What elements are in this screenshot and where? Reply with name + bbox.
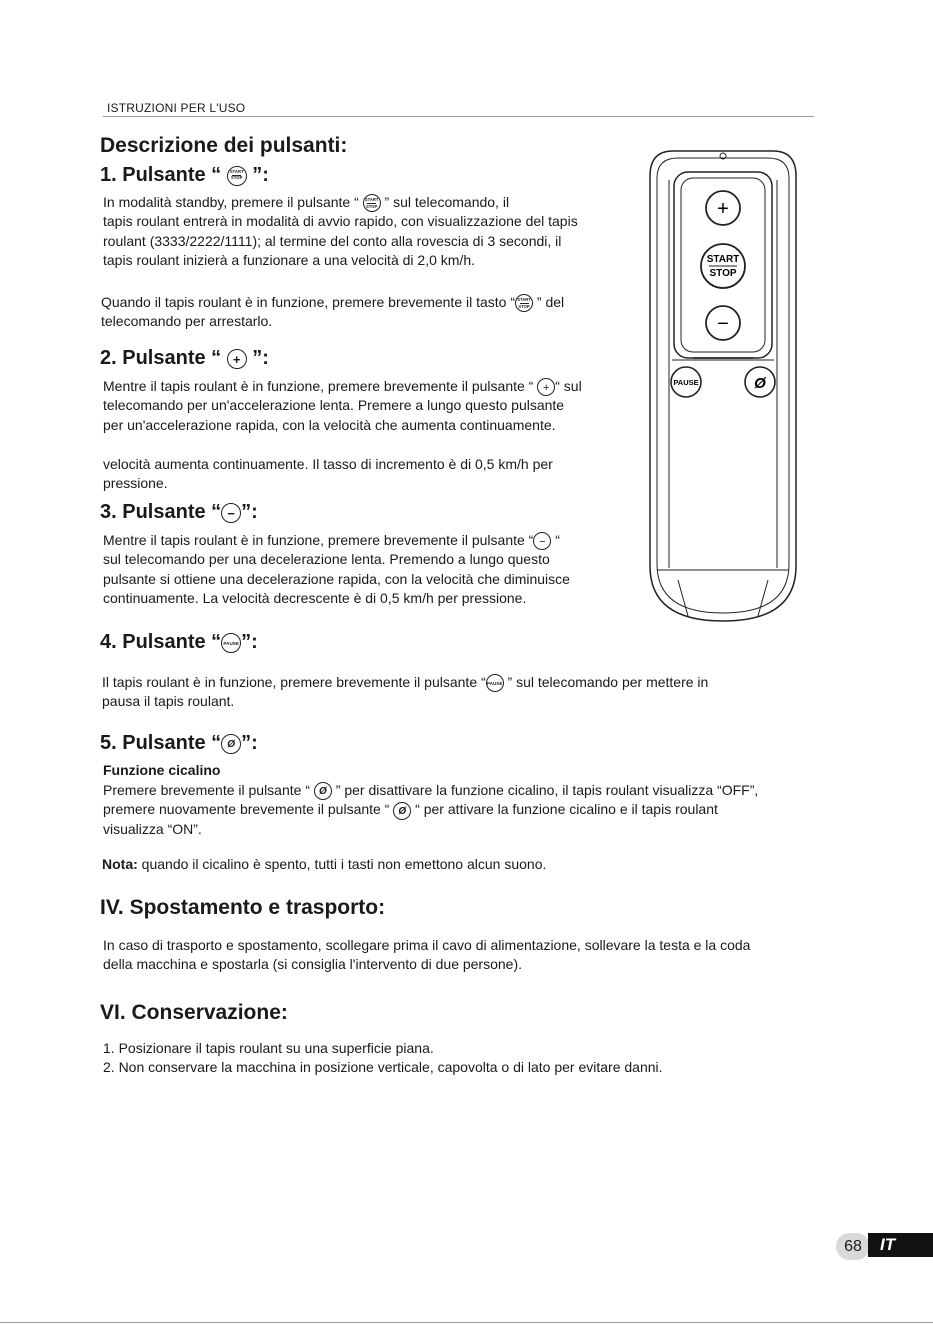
svg-text:STOP: STOP [709,268,737,279]
mute-icon: Ø [393,802,411,820]
plus-icon: + [537,378,555,396]
heading-button-2: 2. Pulsante “ + ”: [100,347,269,369]
heading-button-4: 4. Pulsante “ PAUSE ”: [100,631,258,653]
start-stop-icon: START STOP [363,194,381,212]
button-2-rate-paragraph: velocità aumenta continuamente. Il tasso di incremento è di 0,5 km/h per pressione. [103,456,553,492]
svg-text:PAUSE: PAUSE [673,378,699,387]
remote-pause-button [671,367,701,397]
minus-icon: − [221,503,241,523]
svg-text:Ø: Ø [754,375,766,392]
remote-start-stop-button [701,244,745,288]
minus-icon: − [533,532,551,550]
section-title-transport: IV. Spostamento e trasporto: [100,896,386,919]
language-tag: IT [868,1233,933,1257]
button-4-paragraph: Il tapis roulant è in funzione, premere brevemente il pulsante “PAUSE ” sul telecomando per mettere in pausa il tapis roulant. [102,674,709,710]
section-title-storage: VI. Conservazione: [100,1001,288,1024]
section-title-buttons: Descrizione dei pulsanti: [100,134,348,157]
remote-control-illustration [648,148,798,624]
mute-icon: Ø [221,734,241,754]
remote-mute-button [745,367,775,397]
start-stop-icon: START STOP [515,294,533,312]
pause-icon: PAUSE [486,674,504,692]
mute-icon: Ø [314,782,332,800]
remote-plus-button [706,191,740,225]
button-3-paragraph: Mentre il tapis roulant è in funzione, premere brevemente il pulsante “ − “ sul telecomando per una decelerazione lenta. Premendo a lungo questo pulsante si ottiene una decelerazione rapida, con la velocità che diminuisce continuamente. La velocità decrescente è di 0,5 km/h per pressione. [103,532,570,606]
svg-text:START: START [706,254,740,265]
start-stop-icon: START STOP [227,166,247,186]
button-1-paragraph: In modalità standby, premere il pulsante “ START STOP ” sul telecomando, il tapis roulant entrerà in modalità di avvio rapido, con visualizzazione del tapis roulant (3333/2222/1111); al termine del conto alla rovescia di 3 secondi, il tapis roulant inizierà a funzionare a una velocità di 2,0 km/h. [103,194,578,268]
remote-minus-button [706,306,740,340]
pause-icon: PAUSE [221,633,241,653]
heading-button-5: 5. Pulsante “ Ø ”: [100,732,258,754]
transport-paragraph: In caso di trasporto e spostamento, scollegare prima il cavo di alimentazione, sollevare la testa e la coda della macchina e spostarla (si consiglia l'intervento di due persone). [103,937,751,973]
page-number: 68 [836,1233,870,1260]
buzzer-note: Nota: quando il cicalino è spento, tutti i tasti non emettono alcun suono. [102,856,547,872]
heading-button-1: 1. Pulsante “ START STOP ”: [100,164,269,186]
storage-item-1: 1. Posizionare il tapis roulant su una superficie piana. [103,1040,434,1056]
button-1-stop-paragraph: Quando il tapis roulant è in funzione, premere brevemente il tasto “ START STOP ” del telecomando per arrestarlo. [101,294,565,330]
button-2-paragraph: Mentre il tapis roulant è in funzione, premere brevemente il pulsante “ + “ sul telecomando per un'accelerazione lenta. Premere a lungo questo pulsante per un'accelerazione rapida, con la velocità che aumenta continuamente. [103,378,582,433]
storage-item-2: 2. Non conservare la macchina in posizione verticale, capovolta o di lato per evitare danni. [103,1059,663,1076]
header-title: ISTRUZIONI PER L'USO [107,101,246,115]
bottom-divider [0,1322,933,1323]
button-5-paragraph: Premere brevemente il pulsante “ Ø ” per disattivare la funzione cicalino, il tapis roulant visualizza “OFF”, premere nuovamente brevemente il pulsante “ Ø “ per attivare la funzione cicalino e il tapis roulant visualizza “ON”. [103,782,759,837]
header-divider [103,116,814,117]
heading-button-3: 3. Pulsante “ − ”: [100,501,258,523]
storage-list [103,1039,863,1077]
plus-icon: + [227,349,247,369]
svg-text:−: − [717,313,729,335]
buzzer-subtitle: Funzione cicalino [103,762,221,778]
svg-text:+: + [717,198,729,220]
